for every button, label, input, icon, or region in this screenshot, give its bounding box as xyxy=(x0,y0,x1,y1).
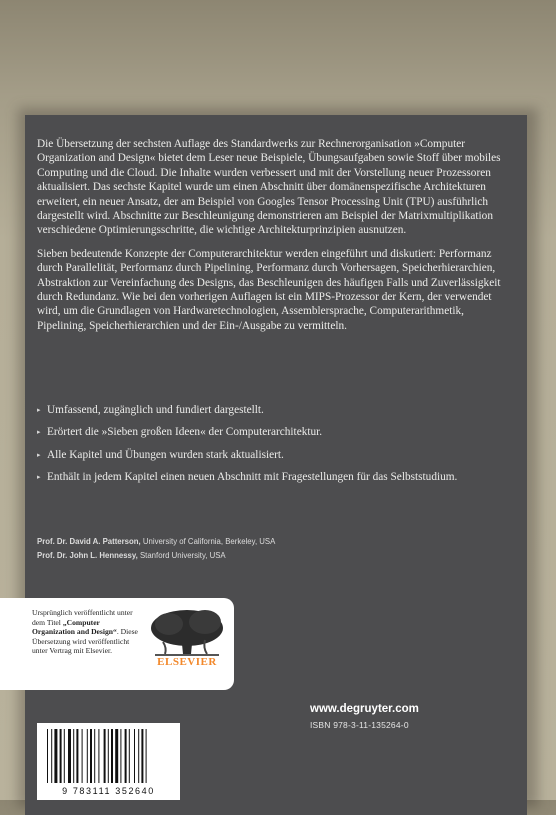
barcode-bar xyxy=(134,729,135,783)
barcode-bar xyxy=(138,729,139,783)
author-line xyxy=(37,549,275,563)
triangle-bullet-icon: ▸ xyxy=(37,406,41,414)
barcode-bar xyxy=(94,729,95,783)
author-name: Prof. Dr. David A. Patterson, xyxy=(37,537,141,546)
barcode-bar xyxy=(82,729,83,783)
back-cover xyxy=(25,115,527,815)
publisher-note-line1: Ursprünglich veröffentlicht unter dem Titel xyxy=(32,608,133,627)
barcode-bars xyxy=(37,725,180,787)
barcode-bar xyxy=(98,729,99,783)
list-item xyxy=(37,425,509,439)
list-item xyxy=(37,448,509,462)
barcode-bar xyxy=(51,729,52,783)
triangle-bullet-icon: ▸ xyxy=(37,428,41,437)
barcode-bar xyxy=(115,729,118,783)
barcode-bar xyxy=(108,729,109,783)
author-affiliation: Stanford University, USA xyxy=(139,551,226,560)
list-item xyxy=(37,403,509,417)
barcode-bar xyxy=(104,729,106,783)
author-affiliation: University of California, Berkeley, USA xyxy=(142,537,276,546)
blurb-text xyxy=(37,137,509,342)
feature-list xyxy=(37,403,509,493)
list-item-text: Umfassend, zugänglich und fundiert dargestellt. xyxy=(47,404,264,416)
barcode-bar xyxy=(73,729,74,783)
list-item-text: Alle Kapitel und Übungen wurden stark aktualisiert. xyxy=(47,448,284,461)
triangle-bullet-icon: ▸ xyxy=(37,450,41,459)
barcode-bar xyxy=(47,729,48,783)
barcode-bar xyxy=(120,729,121,783)
triangle-bullet-icon: ▸ xyxy=(37,473,41,482)
barcode-bar xyxy=(54,729,57,783)
publisher-note-line2: . Diese Übersetzung wird veröffentlicht unter Vertrag mit Elsevier. xyxy=(32,627,138,656)
list-item-text: Erörtert die »Sieben großen Ideen« der Computerarchitektur. xyxy=(47,426,323,439)
author-name: Prof. Dr. John L. Hennessy, xyxy=(37,551,138,560)
barcode-bar xyxy=(64,729,65,783)
original-title: „Computer Organization and Design“ xyxy=(32,617,117,637)
isbn: ISBN 978-3-11-135264-0 xyxy=(310,720,409,730)
publisher-url: www.degruyter.com xyxy=(310,703,419,715)
barcode-bar xyxy=(146,729,147,783)
blurb-paragraph-1: Die Übersetzung der sechsten Auflage des Standardwerks zur Rechnerorganisation »Computer Organization and Design« bietet dem Leser neue Beispiele, Übungsaufgaben sowie Stoff über mobiles Computing und die Cloud. Die Inhalte wurden verbessert und mit der Vorstellung neuer Prozessoren aktualisiert. Das sechste Kapitel wurde um einen Abschnitt über domänenspezifische Architekturen erweitert, ein neuer Ansatz, der am Beispiel von Googles Tensor Processing Unit (TPU) ausführlich dargestellt wird. Abschnitte zur Beschleunigung demonstrieren am Beispiel der Matrixmultiplikation verschiedene Optimierungsschritte, die wichtige Architekturprinzipien ausnutzen. xyxy=(37,138,501,237)
barcode-bar xyxy=(125,729,127,783)
blurb-paragraph-2: Sieben bedeutende Konzepte der Computerarchitektur werden eingeführt und diskutiert: Performanz durch Parallelität, Performanz durch Pipelining, Performanz durch Vorhersagen, Speicherhierarchien, Abstraktion zur Vereinfachung des Designs, das Beschleunigen des häufigen Falls und Zuverlässigkeit durch Redundanz. Wie bei den vorherigen Auflagen ist ein MIPS-Prozessor der Kern, der verwendet wird, um die Grundlagen von Hardwaretechnologien, Assemblersprache, Computerarithmetik, Pipelining, Speicherhierarchien und der Ein-/Ausgabe zu vermitteln. xyxy=(37,247,501,332)
barcode-bar xyxy=(87,729,88,783)
barcode-bar xyxy=(68,729,71,783)
barcode xyxy=(37,723,180,800)
elsevier-tree-logo-icon xyxy=(145,604,229,684)
author-list xyxy=(37,535,275,563)
elsevier-logo-text: ELSEVIER xyxy=(157,656,217,668)
barcode-bar xyxy=(141,729,143,783)
barcode-bar xyxy=(90,729,92,783)
barcode-bar xyxy=(60,729,62,783)
barcode-bar xyxy=(129,729,130,783)
author-line xyxy=(37,535,275,549)
barcode-bar xyxy=(111,729,113,783)
barcode-bar xyxy=(76,729,78,783)
list-item xyxy=(37,470,509,484)
list-item-text: Enthält in jedem Kapitel einen neuen Abschnitt mit Fragestellungen für das Selbststudium. xyxy=(47,471,458,484)
publisher-note xyxy=(32,608,140,656)
barcode-number: 9 783111 352640 xyxy=(62,786,155,796)
publisher-note-box xyxy=(0,598,234,690)
